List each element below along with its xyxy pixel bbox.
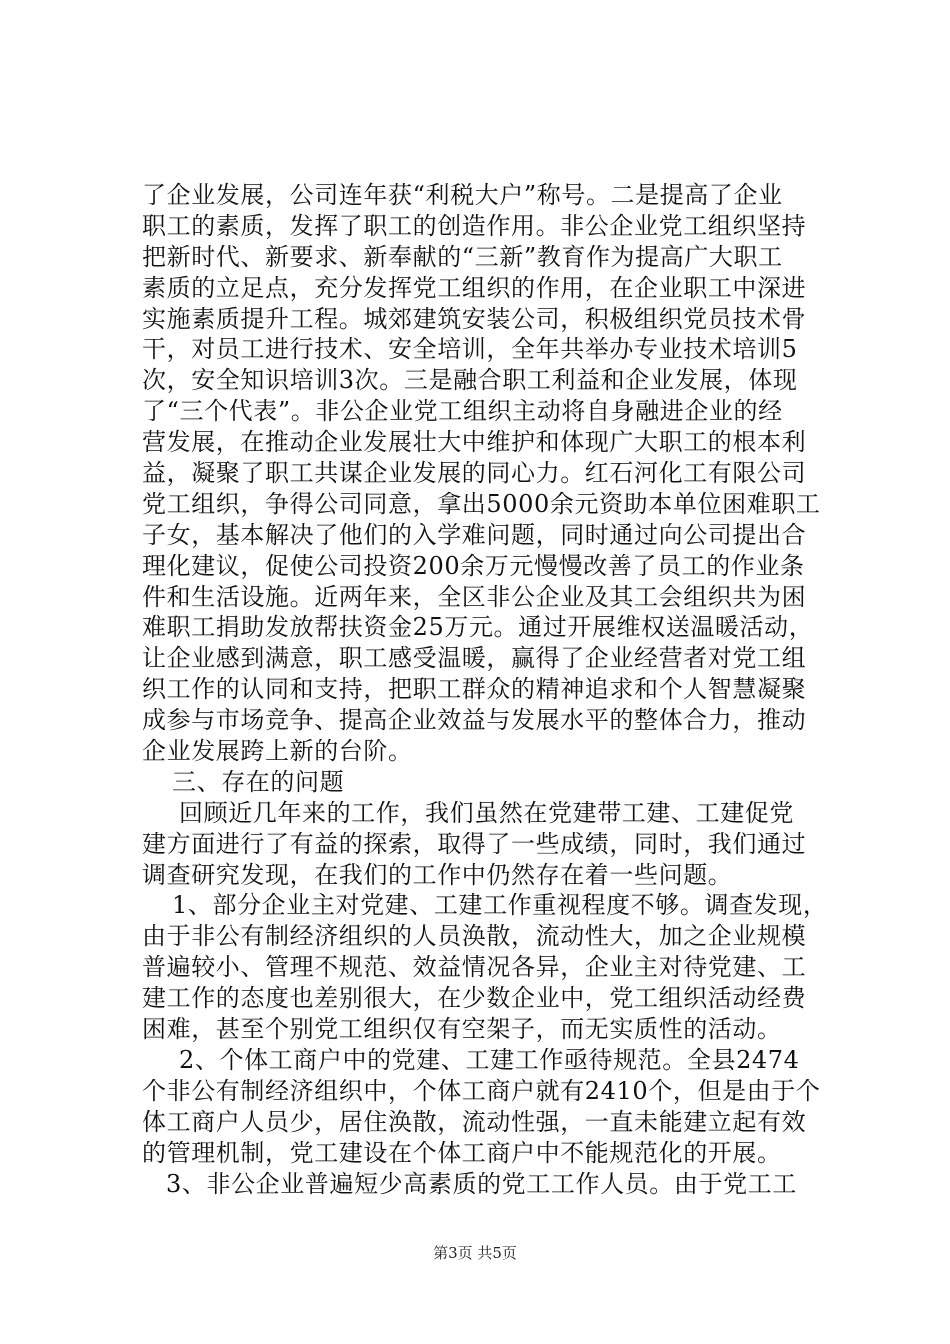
text-line: 由于非公有制经济组织的人员涣散，流动性大，加之企业规模 [142,922,807,951]
text-line: 建工作的态度也差别很大，在少数企业中，党工组织活动经费 [142,984,807,1013]
text-line: 实施素质提升工程。城郊建筑安装公司，积极组织党员技术骨 [142,304,807,333]
text-line: 织工作的认同和支持，把职工群众的精神追求和个人智慧凝聚 [142,675,807,704]
text-line: 干，对员工进行技术、安全培训，全年共举办专业技术培训5 [142,335,798,364]
text-line: 党工组织，争得公司同意，拿出5000余元资助本单位困难职工 [142,489,821,518]
text-line: 职工的素质，发挥了职工的创造作用。非公企业党工组织坚持 [142,211,807,240]
text-line: 个非公有制经济组织中，个体工商户就有2410个，但是由于个 [142,1076,821,1105]
text-line: 子女，基本解决了他们的入学难问题，同时通过向公司提出合 [142,520,807,549]
text-line: 2、个体工商户中的党建、工建工作亟待规范。全县2474 [179,1045,800,1074]
text-line: 素质的立足点，充分发挥党工组织的作用，在企业职工中深进 [142,273,807,302]
text-line: 了“三个代表”。非公企业党工组织主动将自身融进企业的经 [142,397,783,426]
text-line: 件和生活设施。近两年来，全区非公企业及其工会组织共为困 [142,582,807,611]
section-heading: 三、存在的问题 [172,767,345,796]
text-line: 理化建议，促使公司投资200余万元慢慢改善了员工的作业条 [142,551,805,580]
text-line: 企业发展跨上新的台阶。 [142,737,413,766]
text-line: 的管理机制，党工建设在个体工商户中不能规范化的开展。 [142,1138,782,1167]
text-line: 益，凝聚了职工共谋企业发展的同心力。红石河化工有限公司 [142,459,807,488]
text-line: 建方面进行了有益的探索，取得了一些成绩，同时，我们通过 [142,829,807,858]
text-line: 把新时代、新要求、新奉献的“三新”教育作为提高广大职工 [142,242,783,271]
text-line: 3、非公企业普遍短少高素质的党工工作人员。由于党工工 [166,1169,797,1198]
text-line: 次，安全知识培训3次。三是融合职工利益和企业发展，体现 [142,366,798,395]
text-line: 体工商户人员少，居住涣散，流动性强，一直未能建立起有效 [142,1107,807,1136]
document-body [142,180,832,1199]
text-line: 难职工捐助发放帮扶资金25万元。通过开展维权送温暖活动， [142,613,814,642]
text-line: 普遍较小、管理不规范、效益情况各异，企业主对待党建、工 [142,953,807,982]
page-number-footer: 第3页 共5页 [433,1244,517,1262]
text-line: 困难，甚至个别党工组织仅有空架子，而无实质性的活动。 [142,1015,782,1044]
text-line: 1、部分企业主对党建、工建工作重视程度不够。调查发现， [172,891,828,920]
text-line: 营发展，在推动企业发展壮大中维护和体现广大职工的根本利 [142,428,807,457]
text-line: 成参与市场竞争、提高企业效益与发展水平的整体合力，推动 [142,706,807,735]
text-line: 回顾近几年来的工作，我们虽然在党建带工建、工建促党 [179,798,794,827]
text-line: 了企业发展，公司连年获“利税大户”称号。二是提高了企业 [142,181,783,209]
text-line: 让企业感到满意，职工感受温暖，赢得了企业经营者对党工组 [142,644,807,673]
text-line: 调查研究发现，在我们的工作中仍然存在着一些问题。 [142,860,733,889]
